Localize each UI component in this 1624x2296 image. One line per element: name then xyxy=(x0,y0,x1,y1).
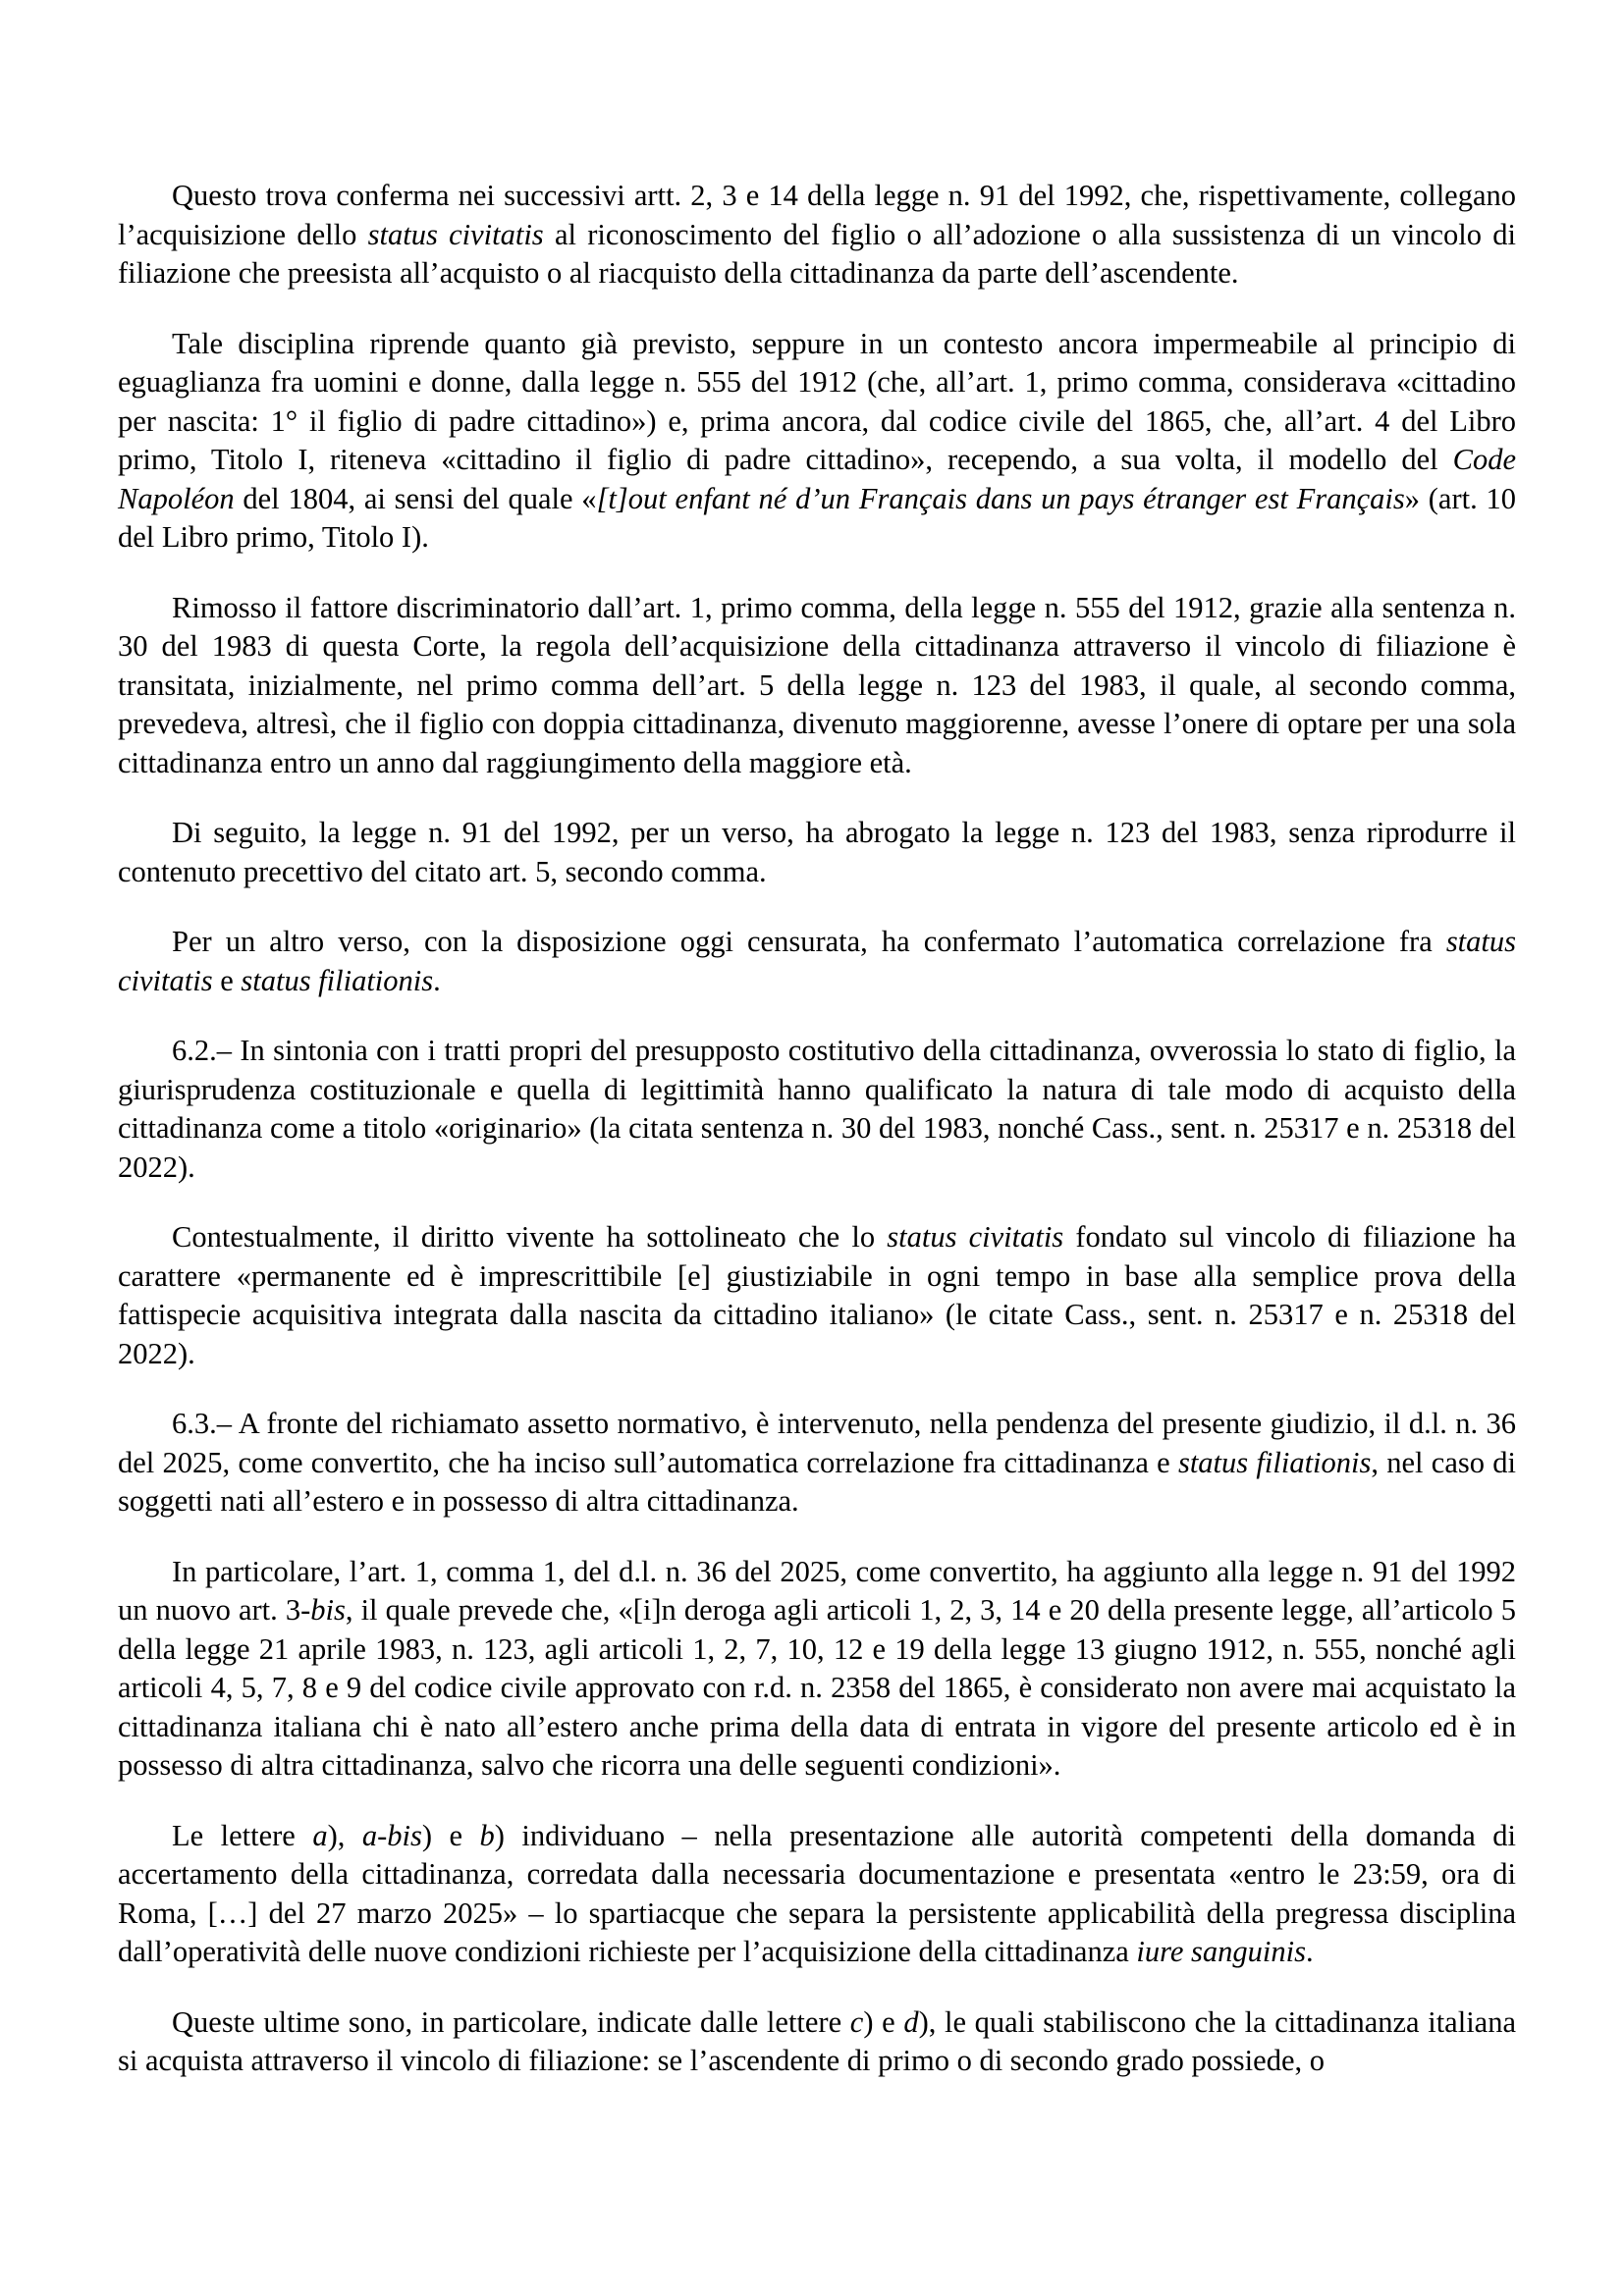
text-run: » (art. 10 del Libro primo, Titolo I). xyxy=(118,481,1517,554)
text-run: ), le quali stabiliscono che la cittadinanza italiana si acquista attraverso il vincolo di filiazione: se l’ascendente di primo o di secondo grado possiede, o xyxy=(118,2004,1516,2077)
text-run: Di seguito, la legge n. 91 del 1992, per un verso, ha abrogato la legge n. 123 del 1983, senza riprodurre il contenuto precettivo del citato art. 5, secondo comma. xyxy=(118,816,1516,888)
text-run: Le lettere xyxy=(172,1818,313,1852)
italic-text-run: bis xyxy=(310,1593,346,1627)
italic-text-run: c xyxy=(849,2004,864,2039)
text-run: ) e xyxy=(863,2004,904,2039)
italic-text-run: b xyxy=(479,1818,495,1852)
text-run: fondato sul vincolo di filiazione ha carattere «permanente ed è imprescrittibile [e] giustiziabile in ogni tempo in base alla semplice prova della fattispecie acquisitiva integrata dalla nascita da cittadino italiano» (le citate Cass., sent. n. 25317 e n. 25318 del 2022). xyxy=(118,1220,1517,1370)
text-run: In particolare, l’art. 1, comma 1, del d.l. n. 36 del 2025, come convertito, ha aggiunto alla legge n. 91 del 1992 un nuovo art. 3- xyxy=(118,1554,1516,1627)
paragraph xyxy=(118,1405,1516,1522)
text-run: . xyxy=(1305,1935,1314,1968)
paragraph xyxy=(118,1032,1516,1187)
italic-text-run: status civitatis xyxy=(887,1220,1064,1254)
text-run: ), xyxy=(327,1818,362,1852)
paragraph xyxy=(118,325,1516,558)
text-run: 6.2.– In sintonia con i tratti propri del presupposto costitutivo della cittadinanza, ovverossia lo stato di figlio, la giurisprudenza costituzionale e quella di legittimità hanno qualificato la natura di tale modo di acquisto della cittadinanza come a titolo «originario» (la citata sentenza n. 30 del 1983, nonché Cass., sent. n. 25317 e n. 25318 del 2022). xyxy=(118,1034,1516,1184)
text-run: Questo trova conferma nei successivi artt. 2, 3 e 14 della legge n. 91 del 1992, che, rispettivamente, collegano l’acquisizione dello xyxy=(118,179,1516,251)
italic-text-run: status filiationis xyxy=(241,963,434,997)
text-run: Tale disciplina riprende quanto già previsto, seppure in un contesto ancora impermeabile al principio di eguaglianza fra uomini e donne, dalla legge n. 555 del 1912 (che, all’art. 1, primo comma, considerava «cittadino per nascita: 1° il figlio di padre cittadino») e, prima ancora, dal codice civile del 1865, che, all’art. 4 del Libro primo, Titolo I, riteneva «cittadino il figlio di padre cittadino», recependo, a sua volta, il modello del xyxy=(118,326,1516,476)
paragraph xyxy=(118,1218,1516,1373)
paragraph xyxy=(118,589,1516,783)
paragraph xyxy=(118,814,1516,891)
italic-text-run: a xyxy=(312,1818,328,1852)
italic-text-run: a-bis xyxy=(361,1818,422,1852)
text-run: , il quale prevede che, «[i]n deroga agli articoli 1, 2, 3, 14 e 20 della presente legge, all’articolo 5 della legge 21 aprile 1983, n. 123, agli articoli 1, 2, 7, 10, 12 e 19 della legge 13 giugno 1912, n. 555, nonché agli articoli 4, 5, 7, 8 e 9 del codice civile approvato con r.d. n. 2358 del 1865, è considerato non avere mai acquistato la cittadinanza italiana chi è nato all’estero anche prima della data di entrata in vigore del presente articolo ed è in possesso di altra cittadinanza, salvo che ricorra una delle seguenti condizioni». xyxy=(118,1593,1516,1782)
italic-text-run: status civitatis xyxy=(367,217,544,251)
italic-text-run: [t]out enfant né d’un Français dans un pays étranger est Français xyxy=(596,481,1405,515)
text-run: e xyxy=(212,963,242,997)
italic-text-run: iure sanguinis xyxy=(1136,1935,1306,1968)
text-run: ) individuano – nella presentazione alle autorità competenti della domanda di accertamento della cittadinanza, corredata dalla necessaria documentazione e presentata «entro le 23:59, ora di Roma, […] del 27 marzo 2025» – lo spartiacque che separa la persistente applicabilità della pregressa disciplina dall’operatività delle nuove condizioni richieste per l’acquisizione della cittadinanza xyxy=(118,1818,1517,1968)
italic-text-run: status civitatis xyxy=(118,925,1516,997)
italic-text-run: status filiationis xyxy=(1177,1445,1372,1479)
paragraph xyxy=(118,923,1516,1000)
paragraph xyxy=(118,2003,1516,2081)
text-run: al riconoscimento del figlio o all’adozione o alla sussistenza di un vincolo di filiazione che preesista all’acquisto o al riacquisto della cittadinanza da parte dell’ascendente. xyxy=(118,217,1517,290)
text-run: , nel caso di soggetti nati all’estero e in possesso di altra cittadinanza. xyxy=(118,1445,1516,1518)
text-run: . xyxy=(433,963,441,997)
text-run: ) e xyxy=(421,1818,480,1852)
italic-text-run: Code Napoléon xyxy=(118,443,1516,515)
paragraph xyxy=(118,1817,1516,1972)
italic-text-run: d xyxy=(903,2004,919,2039)
text-run: Queste ultime sono, in particolare, indicate dalle lettere xyxy=(172,2004,850,2039)
text-run: Contestualmente, il diritto vivente ha sottolineato che lo xyxy=(172,1220,888,1254)
paragraph xyxy=(118,177,1516,294)
paragraph xyxy=(118,1553,1516,1786)
document-body xyxy=(118,177,1516,2081)
text-run: del 1804, ai sensi del quale « xyxy=(234,481,597,515)
text-run: Rimosso il fattore discriminatorio dall’art. 1, primo comma, della legge n. 555 del 1912, grazie alla sentenza n. 30 del 1983 di questa Corte, la regola dell’acquisizione della cittadinanza attraverso il vincolo di filiazione è transitata, inizialmente, nel primo comma dell’art. 5 della legge n. 123 del 1983, il quale, al secondo comma, prevedeva, altresì, che il figlio con doppia cittadinanza, divenuto maggiorenne, avesse l’onere di optare per una sola cittadinanza entro un anno dal raggiungimento della maggiore età. xyxy=(118,590,1516,779)
text-run: Per un altro verso, con la disposizione oggi censurata, ha confermato l’automatica correlazione fra xyxy=(172,925,1446,958)
text-run: 6.3.– A fronte del richiamato assetto normativo, è intervenuto, nella pendenza del presente giudizio, il d.l. n. 36 del 2025, come convertito, che ha inciso sull’automatica correlazione fra cittadinanza e xyxy=(118,1407,1516,1479)
